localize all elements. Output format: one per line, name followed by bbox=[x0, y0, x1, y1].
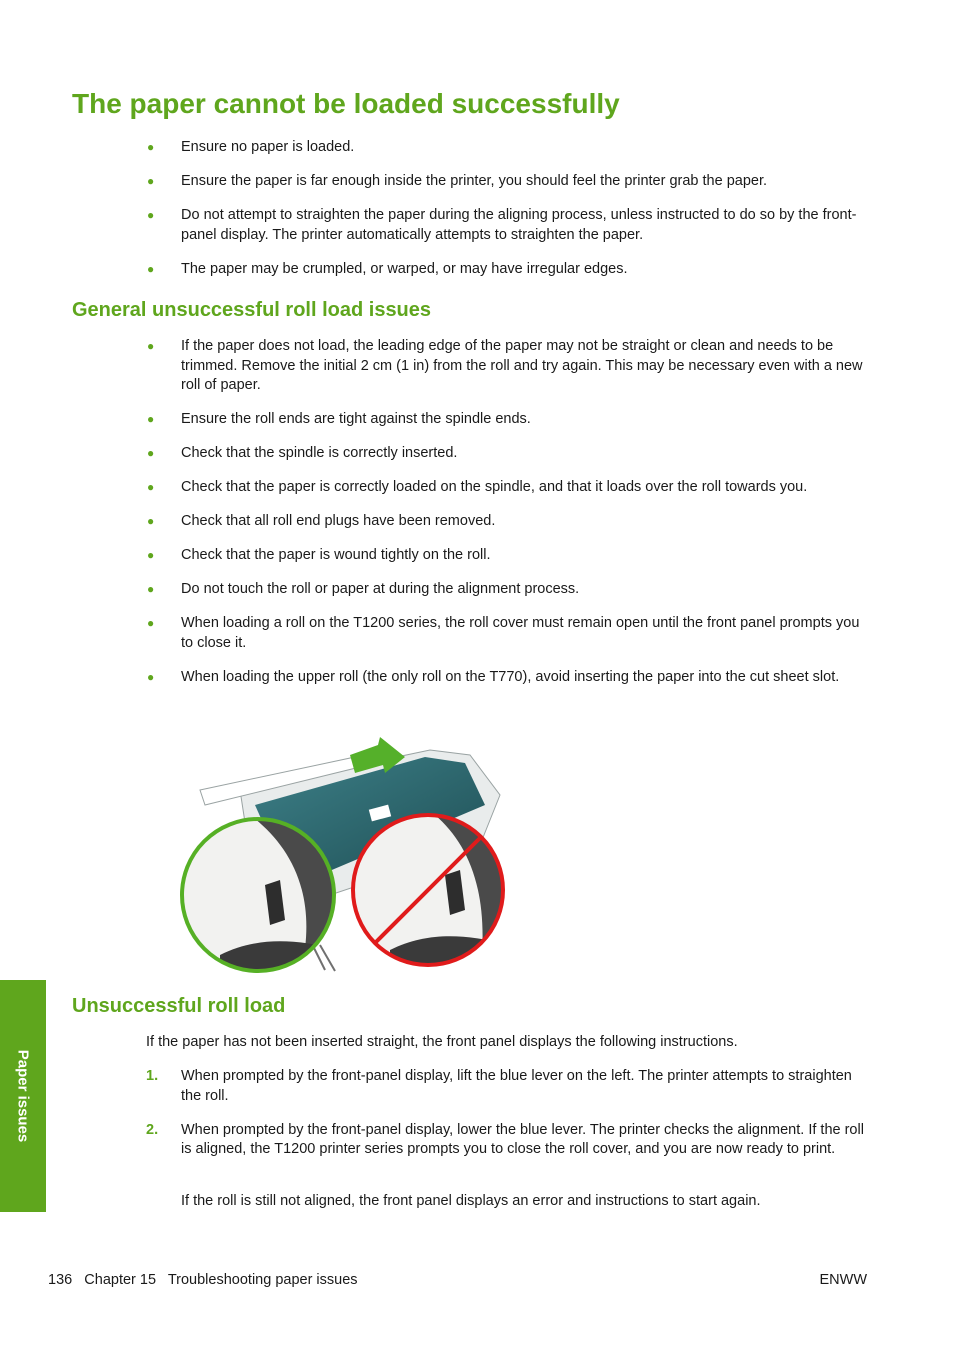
steps-list bbox=[146, 1067, 866, 1174]
intro-list bbox=[146, 138, 866, 294]
list-item: ● Do not attempt to straighten the paper during the aligning process, unless instructed to do so by the front-panel display. The printer automatically attempts to straighten the paper. bbox=[147, 207, 857, 243]
list-item: ● Do not touch the roll or paper at during the alignment process. bbox=[146, 580, 866, 600]
incorrect-loading-circle bbox=[353, 815, 510, 975]
step-number: 1. bbox=[146, 1068, 159, 1084]
unsuccessful-intro: If the paper has not been inserted straight, the front panel displays the following instructions. bbox=[146, 1034, 738, 1050]
bullet-icon: ● bbox=[147, 140, 155, 154]
step-note: If the roll is still not aligned, the front panel displays an error and instructions to start again. bbox=[181, 1193, 761, 1209]
list-item: 1. When prompted by the front-panel display, lift the blue lever on the left. The printer attempts to straighten the roll. bbox=[146, 1068, 852, 1104]
bullet-icon: ● bbox=[147, 548, 155, 562]
chapter-side-tab bbox=[0, 980, 46, 1212]
bullet-icon: ● bbox=[147, 208, 155, 222]
list-item: ● Ensure the roll ends are tight against the spindle ends. bbox=[146, 410, 866, 430]
section-heading-unsuccessful: Unsuccessful roll load bbox=[72, 995, 286, 1017]
section-heading-general: General unsuccessful roll load issues bbox=[72, 299, 432, 321]
list-item: ● Check that the paper is correctly loaded on the spindle, and that it loads over the roll towards you. bbox=[146, 478, 866, 498]
bullet-icon: ● bbox=[147, 669, 155, 684]
bullet-icon: ● bbox=[147, 261, 155, 276]
bullet-icon: ● bbox=[147, 339, 155, 353]
step-number: 2. bbox=[146, 1121, 159, 1138]
list-item: ● When loading a roll on the T1200 series, the roll cover must remain open until the front panel prompts you to close it. bbox=[147, 615, 860, 651]
list-item: ● If the paper does not load, the leading edge of the paper may not be straight or clean and needs to be trimmed. Remove the initial 2 cm (1 in) from the roll and try again. This may be necessary even with a new roll of paper. bbox=[147, 338, 863, 393]
list-item: ● Check that all roll end plugs have been removed. bbox=[146, 512, 866, 532]
list-item: ● The paper may be crumpled, or warped, or may have irregular edges. bbox=[146, 260, 866, 280]
footer-right: ENWW bbox=[819, 1272, 867, 1288]
bullet-icon: ● bbox=[147, 412, 155, 426]
list-item: ● Ensure no paper is loaded. bbox=[146, 138, 866, 158]
bullet-icon: ● bbox=[147, 174, 155, 188]
bullet-icon: ● bbox=[147, 582, 155, 596]
bullet-icon: ● bbox=[147, 616, 155, 630]
list-item: 2. When prompted by the front-panel display, lower the blue lever. The printer checks the alignment. If the roll is aligned, the T1200 printer series prompts you to close the roll cover, and you are now ready to print. bbox=[146, 1121, 864, 1157]
general-issues-list bbox=[146, 337, 866, 702]
bullet-icon: ● bbox=[147, 446, 155, 460]
list-item: ● Check that the paper is wound tightly on the roll. bbox=[146, 546, 866, 566]
list-item: ● Check that the spindle is correctly inserted. bbox=[146, 444, 866, 464]
list-item: ● Ensure the paper is far enough inside the printer, you should feel the printer grab the paper. bbox=[146, 172, 866, 192]
roll-loading-illustration bbox=[180, 735, 510, 975]
page-title: The paper cannot be loaded successfully bbox=[72, 88, 620, 119]
bullet-icon: ● bbox=[147, 514, 155, 528]
bullet-icon: ● bbox=[147, 480, 155, 494]
list-item: ● When loading the upper roll (the only roll on the T770), avoid inserting the paper into the cut sheet slot. bbox=[146, 668, 866, 688]
side-tab-label: Paper issues bbox=[14, 1049, 32, 1143]
footer-left: 136 Chapter 15 Troubleshooting paper issues bbox=[48, 1272, 358, 1288]
